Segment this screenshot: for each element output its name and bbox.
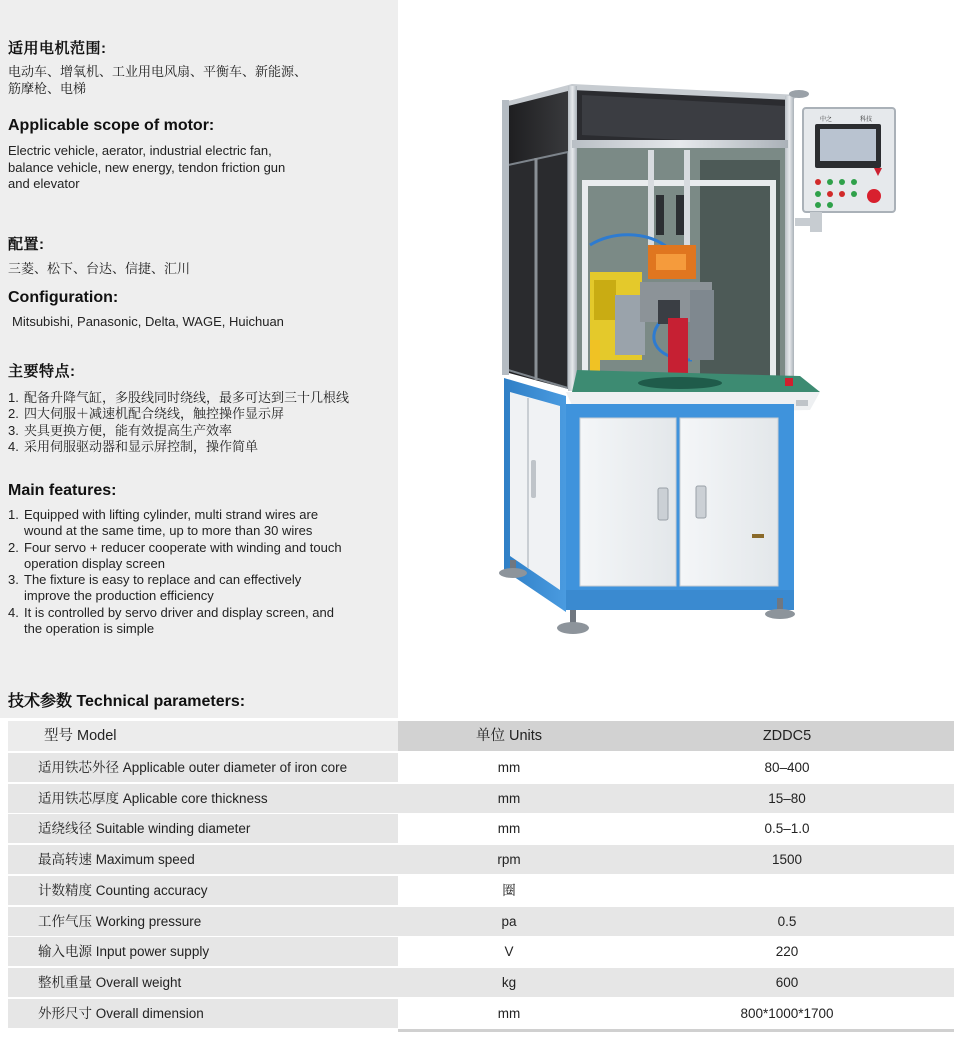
feature-num: 1. [8, 390, 19, 405]
features-title-en: Main features: [8, 482, 117, 499]
config-title-cn: 配置: [8, 236, 45, 253]
feature-text [24, 572, 342, 605]
scope-title-cn: 适用电机范围: [8, 40, 107, 57]
feature-text: 夹具更换方便，能有效提高生产效率 [24, 422, 233, 438]
param-unit: mm [398, 784, 620, 813]
header-units: 单位 Units [398, 721, 620, 751]
param-value: 15–80 [620, 784, 954, 813]
feature-text-line: Four servo + reducer cooperate with winding and touch [24, 539, 342, 555]
param-value [620, 876, 954, 905]
feature-text-line: It is controlled by servo driver and display screen, and [24, 604, 334, 620]
feature-item-cn [8, 406, 349, 422]
param-value: 0.5 [620, 907, 954, 936]
feature-text [24, 605, 342, 638]
panel-label-left: 中之 [820, 116, 833, 123]
param-name: 输入电源 Input power supply [8, 937, 398, 966]
features-list-cn [8, 390, 349, 455]
scope-text-cn [8, 64, 307, 97]
header-value: ZDDC5 [620, 721, 954, 751]
technical-parameters-title: 技术参数 Technical parameters: [8, 693, 246, 710]
feature-num: 3. [8, 422, 19, 438]
table-row [8, 968, 954, 997]
table-bottom-rule [398, 1029, 954, 1032]
table-row [8, 753, 954, 782]
scope-text-en [8, 143, 285, 193]
param-unit: kg [398, 968, 620, 997]
feature-text-line: improve the production efficiency [24, 588, 214, 604]
param-name: 最高转速 Maximum speed [8, 845, 398, 874]
feature-text [24, 540, 342, 573]
param-value: 0.5–1.0 [764, 821, 810, 837]
feature-text [24, 507, 342, 540]
scope-text-en-line: and elevator [8, 176, 80, 191]
param-name: 工作气压 Working pressure [8, 907, 398, 936]
feature-item-cn [8, 439, 349, 455]
param-unit: V [504, 944, 514, 960]
param-value: 1500 [620, 845, 954, 874]
feature-item-cn [8, 423, 349, 439]
table-row [8, 999, 954, 1028]
feature-text-line: Equipped with lifting cylinder, multi strand wires are [24, 507, 319, 522]
param-value: 80–400 [764, 759, 810, 775]
param-unit: 圈 [502, 882, 516, 898]
param-name: 适绕线径 Suitable winding diameter [8, 814, 398, 843]
feature-text-line: The fixture is easy to replace and can effectively [24, 572, 302, 588]
scope-text-en-line: balance vehicle, new energy, tendon friction gun [8, 159, 286, 175]
feature-item-en [8, 605, 342, 638]
feature-num: 2. [8, 539, 19, 555]
param-name: 适用铁芯厚度 Aplicable core thickness [8, 784, 398, 813]
header-model: 型号 Model [8, 721, 398, 751]
feature-num: 1. [8, 507, 19, 522]
feature-text: 采用伺服驱动器和显示屏控制，操作简单 [24, 438, 259, 454]
feature-num: 2. [8, 406, 19, 422]
scope-text-cn-line: 筋摩枪、电梯 [8, 80, 87, 96]
table-row [8, 784, 954, 813]
feature-text: 四大伺服＋减速机配合绕线，触控操作显示屏 [24, 406, 285, 422]
config-title-en: Configuration: [8, 289, 119, 306]
param-unit: mm [497, 759, 521, 775]
feature-text: 配备升降气缸，多股线同时绕线，最多可达到三十几根线 [24, 390, 350, 405]
feature-text-line: operation display screen [24, 555, 165, 571]
feature-text-line: the operation is simple [24, 621, 155, 637]
table-row [8, 845, 954, 874]
param-unit: mm [497, 1005, 521, 1021]
scope-title-en: Applicable scope of motor: [8, 117, 215, 134]
feature-item-cn [8, 390, 349, 406]
door-handle-right [696, 486, 706, 518]
features-list-en [8, 507, 342, 637]
table-row [8, 907, 954, 936]
door-handle-left [658, 488, 668, 520]
feature-item-en [8, 540, 342, 573]
emergency-stop [867, 189, 881, 203]
table-header-row [8, 721, 954, 751]
config-text-en: Mitsubishi, Panasonic, Delta, WAGE, Huichuan [12, 314, 284, 329]
param-value: 600 [620, 968, 954, 997]
param-value: 220 [775, 944, 799, 960]
red-fixture [668, 318, 688, 374]
panel-label-right: 科技 [860, 116, 873, 123]
technical-parameters-table [8, 721, 954, 1030]
param-name: 适用铁芯外径 Applicable outer diameter of iron core [8, 753, 398, 782]
param-unit: mm [497, 821, 521, 837]
feature-item-en [8, 507, 342, 540]
param-unit: pa [398, 907, 620, 936]
winding-machine-illustration [400, 0, 962, 718]
feature-item-en [8, 572, 342, 605]
frame-upright-left [568, 86, 577, 391]
param-name: 整机重量 Overall weight [8, 968, 398, 997]
param-value: 800*1000*1700 [740, 1005, 834, 1021]
features-title-cn: 主要特点: [8, 363, 76, 380]
feature-num: 4. [8, 438, 19, 454]
config-text-cn: 三菱、松下、台达、信捷、汇川 [8, 261, 191, 276]
table-row [8, 937, 954, 966]
param-name: 外形尺寸 Overall dimension [8, 999, 398, 1028]
cabinet-door-right [680, 418, 778, 586]
param-unit: rpm [398, 845, 620, 874]
param-name: 计数精度 Counting accuracy [8, 876, 398, 905]
table-row [8, 876, 954, 905]
feature-text-line: wound at the same time, up to more than 30 wires [24, 523, 313, 539]
machine-photo [400, 0, 962, 718]
scope-text-en-line: Electric vehicle, aerator, industrial electric fan, [8, 143, 272, 158]
table-row [8, 814, 954, 843]
scope-text-cn-line: 电动车、增氧机、工业用电风扇、平衡车、新能源、 [8, 64, 308, 79]
feature-num: 4. [8, 604, 19, 620]
feature-num: 3. [8, 572, 19, 588]
